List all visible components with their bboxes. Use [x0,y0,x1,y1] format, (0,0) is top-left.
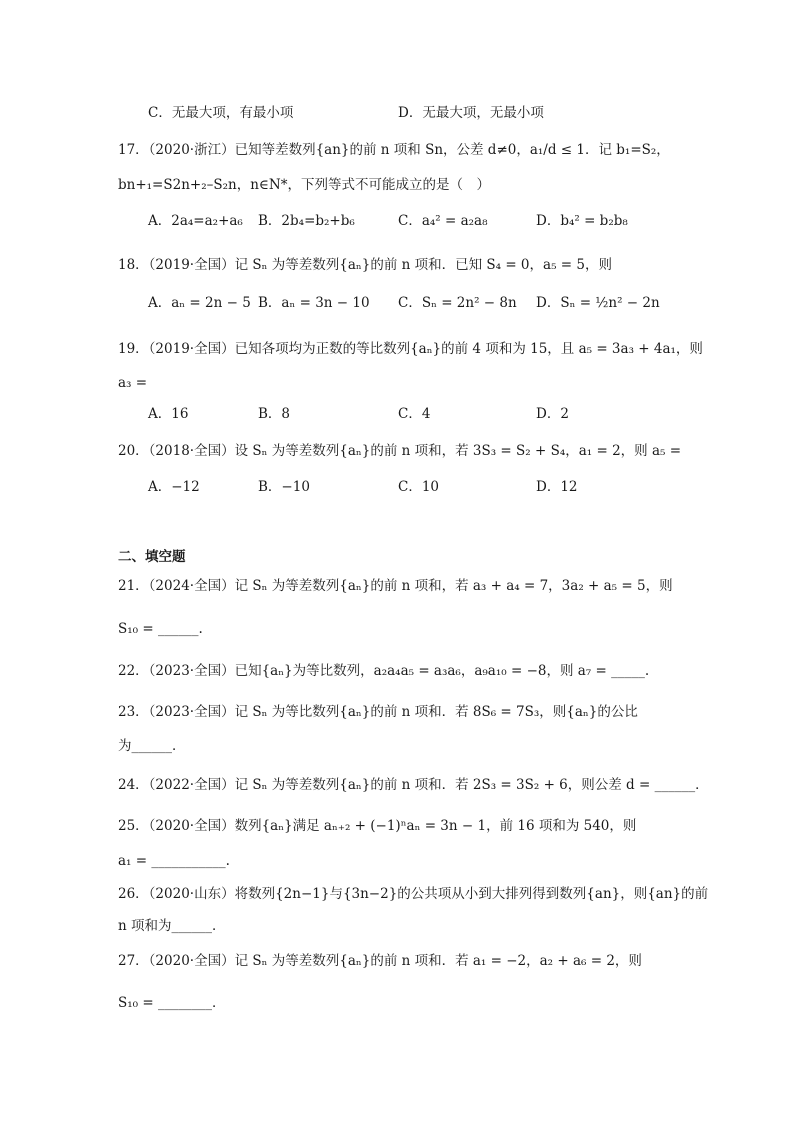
q25-stem-line2: a₁ = ___________. [118,853,230,869]
q17-option-b: B．2b₄=b₂+b₆ [258,213,355,229]
q19-option-d: D．2 [536,406,569,422]
q21-stem-line1: 21．（2024·全国）记 Sₙ 为等差数列{aₙ}的前 n 项和，若 a₃ + a₄ = 7，3a₂ + a₅ = 5，则 [118,578,673,594]
q17-stem-line1: 17．（2020·浙江）已知等差数列{an}的前 n 项和 Sn，公差 d≠0，a₁/d ≤ 1．记 b₁=S₂， [118,142,670,158]
q17-stem-line2: bn+₁=S2n+₂–S₂n，n∈N*，下列等式不可能成立的是（ ） [118,177,490,193]
q18-option-c: C．Sₙ = 2n² − 8n [398,295,517,311]
q19-stem-line2: a₃ = [118,375,148,391]
q16-option-c: C．无最大项，有最小项 [148,105,294,121]
q23-stem-line2: 为______． [118,738,186,754]
q18-stem: 18．（2019·全国）记 Sₙ 为等差数列{aₙ}的前 n 项和．已知 S₄ = 0，a₅ = 5，则 [118,257,612,273]
q27-stem-line2: S₁₀ = ________． [118,995,226,1011]
q18-option-a: A．aₙ = 2n − 5 [148,295,251,311]
q17-option-a: A．2a₄=a₂+a₆ [148,213,243,229]
q20-option-b: B．−10 [258,479,310,495]
q26-stem-line1: 26．（2020·山东）将数列{2n−1}与{3n−2}的公共项从小到大排列得到数列{an}，则{an}的前 [118,886,709,902]
q18-option-d: D．Sₙ = ½n² − 2n [536,295,660,311]
q22-stem: 22．（2023·全国）已知{aₙ}为等比数列，a₂a₄a₅ = a₃a₆，a₉a₁₀ = −8，则 a₇ = _____. [118,663,650,679]
q21-stem-line2: S₁₀ = ______. [118,621,203,637]
q20-option-c: C．10 [398,479,440,495]
q23-stem-line1: 23．（2023·全国）记 Sₙ 为等比数列{aₙ}的前 n 项和．若 8S₆ = 7S₃，则{aₙ}的公比 [118,704,638,720]
q17-option-c: C．a₄² = a₂a₈ [398,213,488,229]
q17-option-d: D．b₄² = b₂b₈ [536,213,628,229]
q26-stem-line2: n 项和为______． [118,918,226,934]
q19-option-c: C．4 [398,406,431,422]
q20-option-d: D．12 [536,479,578,495]
q16-option-d: D．无最大项，无最小项 [398,105,544,121]
q24-stem: 24．（2022·全国）记 Sₙ 为等差数列{aₙ}的前 n 项和．若 2S₃ = 3S₂ + 6，则公差 d = ______． [118,777,709,793]
q19-stem-line1: 19．（2019·全国）已知各项均为正数的等比数列{aₙ}的前 4 项和为 15，且 a₅ = 3a₃ + 4a₁，则 [118,341,703,357]
q27-stem-line1: 27．（2020·全国）记 Sₙ 为等差数列{aₙ}的前 n 项和．若 a₁ = −2，a₂ + a₆ = 2，则 [118,953,642,969]
q19-option-a: A．16 [148,406,189,422]
q25-stem-line1: 25．（2020·全国）数列{aₙ}满足 aₙ₊₂ + (−1)ⁿaₙ = 3n − 1，前 16 项和为 540，则 [118,818,637,834]
section-title-fill-in: 二、填空题 [118,549,186,565]
q20-stem: 20．（2018·全国）设 Sₙ 为等差数列{aₙ}的前 n 项和，若 3S₃ = S₂ + S₄，a₁ = 2，则 a₅ = [118,443,682,459]
q20-option-a: A．−12 [148,479,200,495]
q18-option-b: B．aₙ = 3n − 10 [258,295,370,311]
q19-option-b: B．8 [258,406,291,422]
